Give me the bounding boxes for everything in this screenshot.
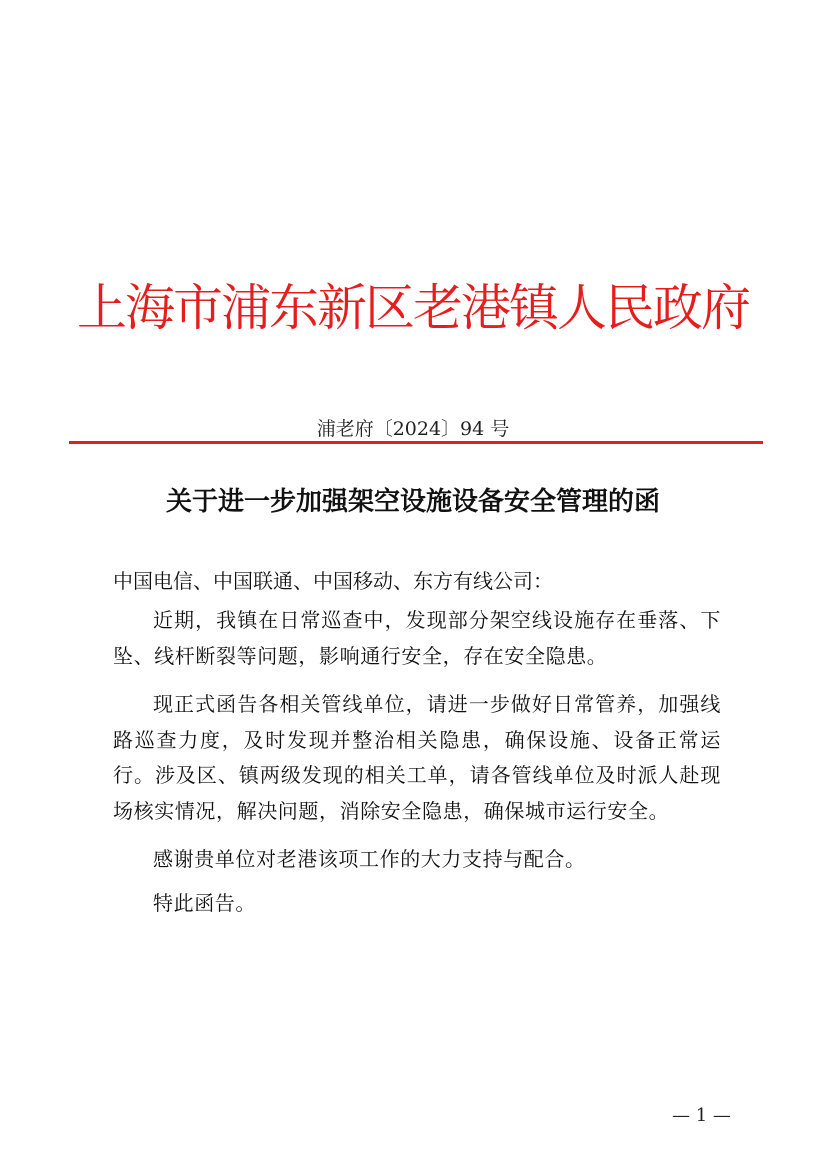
letter-title: 关于进一步加强架空设施设备安全管理的函 <box>165 487 660 517</box>
body-paragraph-2: 现正式函告各相关管线单位，请进一步做好日常管养，加强线路巡查力度，及时发现并整治相关隐患，确保设施、设备正常运行。涉及区、镇两级发现的相关工单，请各管线单位及时派人赴现场核实情况，解决问题，消除安全隐患，确保城市运行安全。 <box>113 692 721 823</box>
body-paragraph-3: 感谢贵单位对老港该项工作的大力支持与配合。 <box>153 847 586 871</box>
red-divider-line <box>69 441 763 444</box>
document-number: 浦老府〔2024〕94 号 <box>316 418 510 440</box>
addressee: 中国电信、中国联通、中国移动、东方有线公司： <box>113 569 553 593</box>
body-paragraph-1: 近期，我镇在日常巡查中，发现部分架空线设施存在垂落、下坠、线杆断裂等问题，影响通行安全，存在安全隐患。 <box>113 608 721 668</box>
page-number: — 1 — <box>672 1105 731 1126</box>
issuer-masthead: 上海市浦东新区老港镇人民政府 <box>77 279 749 337</box>
body-paragraph-4: 特此函告。 <box>153 891 256 915</box>
